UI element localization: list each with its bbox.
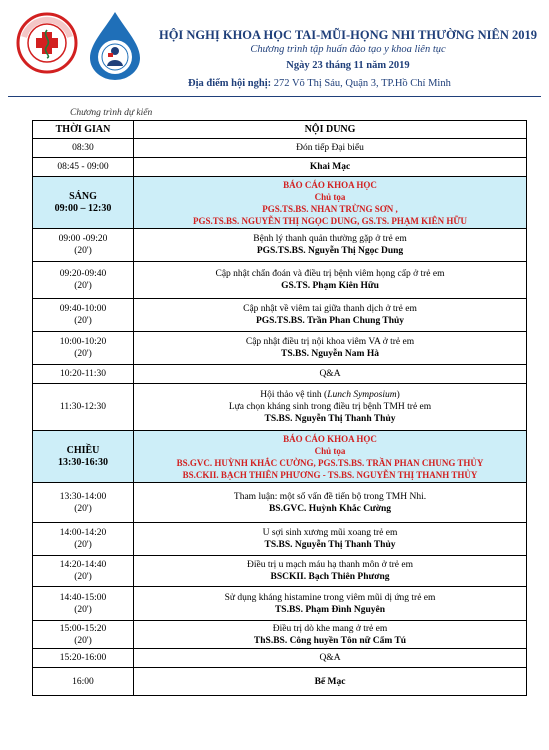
session-row-afternoon [33, 431, 527, 483]
talk-topic: U sợi sinh xương mũi xoang trẻ em [262, 528, 398, 538]
talk-topic: Cập nhật điều trị nội khoa viêm VA ở trẻ em [245, 337, 415, 347]
speaker: GS.TS. Phạm Kiên Hữu [281, 281, 379, 291]
row-content: Bế Mạc [134, 668, 527, 696]
session-heading: BÁO CÁO KHOA HỌC [283, 179, 377, 190]
row-time: 15:20-16:00 [33, 649, 134, 668]
duration: (20') [74, 281, 92, 291]
time-range: 14:20-14:40 [59, 560, 107, 570]
header-divider [8, 96, 541, 97]
row-time: 08:30 [33, 139, 134, 158]
row-content [134, 262, 527, 299]
talk-topic: Điều trị u mạch máu hạ thanh môn ở trẻ em [247, 560, 413, 570]
time-range: 09:40-10:00 [59, 304, 107, 314]
speaker: PGS.TS.BS. Trần Phan Chung Thủy [255, 316, 405, 326]
symposium-italic: Lunch Symposium [327, 390, 397, 400]
time-range: 13:30-14:00 [59, 491, 107, 502]
table-row [33, 621, 527, 649]
table-header-row [33, 121, 527, 139]
chair-names: BS.GVC. HUỲNH KHẮC CƯỜNG, PGS.TS.BS. TRẦN PHAN CHUNG THỦY [176, 457, 484, 468]
table-row [33, 139, 527, 158]
time-range: 09:20-09:40 [59, 269, 107, 279]
row-content [134, 299, 527, 332]
row-content [134, 587, 527, 621]
duration: (20') [74, 635, 92, 646]
conference-title: HỘI NGHỊ KHOA HỌC TAI-MŨI-HỌNG NHI THƯỜNG NIÊN 2019 [158, 28, 538, 42]
row-content [134, 384, 527, 431]
time-range: 14:00-14:20 [59, 528, 107, 538]
duration: (20') [74, 316, 92, 326]
row-content [134, 332, 527, 365]
time-column-header: THỜI GIAN [33, 121, 134, 139]
session-hours: 13:30-16:30 [58, 456, 108, 468]
duration: (20') [74, 604, 92, 615]
duration: (20') [74, 246, 92, 256]
conference-subtitle: Chương trình tập huấn đào tạo y khoa liên tục [250, 44, 446, 55]
session-time [33, 177, 134, 229]
row-content [134, 556, 527, 587]
row-content: Khai Mạc [134, 158, 527, 177]
row-content: Q&A [134, 365, 527, 384]
session-hours: 09:00 – 12:30 [54, 202, 112, 214]
duration: (20') [74, 503, 92, 514]
content-column-header: NỘI DUNG [134, 121, 527, 139]
row-content [134, 483, 527, 523]
row-time [33, 523, 134, 556]
table-row [33, 262, 527, 299]
row-time [33, 621, 134, 649]
session-row-morning [33, 177, 527, 229]
talk-topic: Cập nhật về viêm tai giữa thanh dịch ở trẻ em [243, 304, 417, 314]
row-time [33, 332, 134, 365]
row-time [33, 299, 134, 332]
speaker: BS.GVC. Huỳnh Khắc Cường [268, 503, 392, 514]
conference-date: Ngày 23 tháng 11 năm 2019 [286, 60, 410, 71]
speaker: TS.BS. Phạm Đình Nguyên [274, 604, 386, 615]
row-time [33, 262, 134, 299]
chair-names: PGS.TS.BS. NGUYỄN THỊ NGỌC DUNG, GS.TS. PHẠM KIÊN HỮU [192, 215, 468, 226]
venue-value: 272 Võ Thị Sáu, Quận 3, TP.Hồ Chí Minh [271, 78, 451, 89]
symposium-suffix: ) [396, 390, 400, 400]
program-table [32, 120, 527, 696]
chair-names: PGS.TS.BS. NHAN TRỪNG SƠN , [262, 203, 398, 214]
speaker: TS.BS. Nguyễn Thị Thanh Thủy [264, 414, 396, 424]
row-content: Đón tiếp Đại biểu [134, 139, 527, 158]
row-time [33, 587, 134, 621]
row-time [33, 229, 134, 262]
row-time: 08:45 - 09:00 [33, 158, 134, 177]
document-header [0, 0, 549, 100]
session-heading: BÁO CÁO KHOA HỌC [283, 433, 377, 444]
row-time [33, 483, 134, 523]
chair-names: BS.CKII. BẠCH THIÊN PHƯƠNG - TS.BS. NGUYỄN THỊ THANH THỦY [182, 469, 478, 480]
time-range: 09:00 -09:20 [58, 234, 108, 244]
session-content [134, 431, 527, 483]
table-row [33, 556, 527, 587]
session-time [33, 431, 134, 483]
table-row [33, 299, 527, 332]
row-time: 10:20-11:30 [33, 365, 134, 384]
talk-topic: Tham luận: một số vấn đề tiến bộ trong TMH Nhi. [233, 491, 427, 502]
row-content [134, 229, 527, 262]
venue [188, 78, 548, 89]
time-range: 15:00-15:20 [59, 623, 107, 634]
time-range: 14:40-15:00 [59, 592, 107, 603]
speaker: TS.BS. Nguyễn Thị Thanh Thủy [264, 540, 396, 550]
talk-topic: Lựa chọn kháng sinh trong điều trị bệnh TMH trẻ em [228, 402, 432, 412]
table-row [33, 649, 527, 668]
row-content: Q&A [134, 649, 527, 668]
table-row [33, 523, 527, 556]
row-time: 16:00 [33, 668, 134, 696]
table-row [33, 483, 527, 523]
duration: (20') [74, 540, 92, 550]
speaker: BSCKII. Bạch Thiên Phương [270, 572, 390, 582]
table-row [33, 384, 527, 431]
talk-topic: Bệnh lý thanh quản thường gặp ở trẻ em [253, 234, 407, 244]
duration: (20') [74, 572, 92, 582]
row-time: 11:30-12:30 [33, 384, 134, 431]
row-time [33, 556, 134, 587]
session-content [134, 177, 527, 229]
venue-label: Địa điểm hội nghị: [188, 78, 272, 89]
session-label: CHIỀU [66, 444, 100, 456]
chair-label: Chủ tọa [314, 445, 346, 456]
duration: (20') [74, 349, 92, 359]
hoi-y-hoc-logo [16, 12, 78, 74]
table-row [33, 158, 527, 177]
table-row [33, 229, 527, 262]
row-content [134, 621, 527, 649]
speaker: TS.BS. Nguyễn Nam Hà [281, 349, 379, 359]
conference-drop-logo [86, 10, 144, 82]
session-label: SÁNG [69, 190, 97, 202]
row-content [134, 523, 527, 556]
table-row [33, 365, 527, 384]
talk-topic: Cập nhật chẩn đoán và điều trị bệnh viêm họng cấp ở trẻ em [215, 269, 445, 279]
symposium-prefix: Hội thảo vệ tinh ( [260, 390, 328, 400]
time-range: 10:00-10:20 [59, 337, 107, 347]
table-row [33, 587, 527, 621]
program-caption: Chương trình dự kiến [70, 108, 153, 118]
symposium-title [136, 389, 524, 401]
table-row [33, 668, 527, 696]
talk-topic: Sử dụng kháng histamine trong viêm mũi dị ứng trẻ em [224, 592, 436, 603]
chair-label: Chủ tọa [314, 191, 346, 202]
speaker: ThS.BS. Công huyền Tôn nữ Cẩm Tú [253, 635, 407, 646]
table-row [33, 332, 527, 365]
speaker: PGS.TS.BS. Nguyễn Thị Ngọc Dung [256, 246, 404, 256]
talk-topic: Điều trị dò khe mang ở trẻ em [272, 623, 388, 634]
